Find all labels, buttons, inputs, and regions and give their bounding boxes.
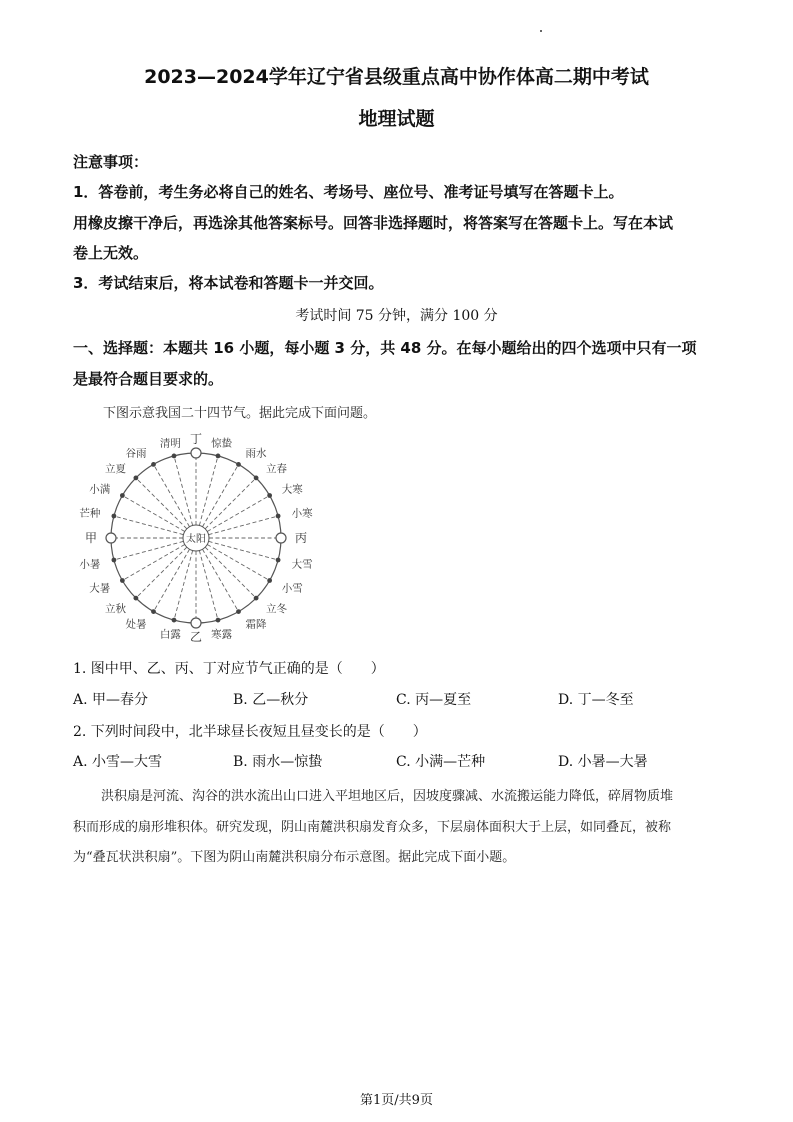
term-label-6: 乙 — [189, 630, 203, 644]
term-node-20 — [236, 462, 241, 467]
spoke-10 — [122, 545, 184, 581]
exam-title: 2023—2024学年辽宁省县级重点高中协作体高二期中考试 — [144, 66, 649, 88]
term-label-18: 丁 — [189, 432, 203, 446]
term-node-1 — [276, 558, 281, 563]
term-node-7 — [172, 618, 177, 623]
term-label-4: 霜降 — [245, 618, 267, 631]
exam-time: 考试时间 75 分钟，满分 100 分 — [295, 308, 498, 324]
spoke-22 — [207, 496, 269, 532]
term-node-17 — [172, 453, 177, 458]
term-node-8 — [151, 609, 156, 614]
notes-item-1: 1．答卷前，考生务必将自己的姓名、考场号、座位号、准考证号填写在答题卡上。 — [73, 183, 624, 201]
passage-line3: 为“叠瓦状洪积扇”。下图为阴山南麓洪积扇分布示意图。据此完成下面小题。 — [73, 850, 516, 865]
spoke-19 — [199, 456, 218, 526]
term-label-7: 白露 — [159, 628, 181, 641]
spoke-17 — [174, 456, 193, 526]
q2-option-c[interactable]: C. 小满—芒种 — [396, 754, 486, 770]
q1-option-d[interactable]: D. 丁—冬至 — [558, 692, 634, 708]
term-label-14: 小满 — [89, 483, 111, 496]
term-label-16: 谷雨 — [125, 447, 147, 460]
term-label-17: 清明 — [159, 437, 181, 450]
term-label-21: 立春 — [266, 462, 288, 475]
term-node-5 — [216, 618, 221, 623]
term-label-13: 芒种 — [79, 507, 101, 520]
term-node-19 — [216, 453, 221, 458]
sun-label: 太阳 — [186, 534, 206, 545]
term-label-2: 小雪 — [281, 582, 303, 595]
q1-option-c[interactable]: C. 丙—夏至 — [396, 692, 472, 708]
term-node-3 — [254, 596, 259, 601]
q1-option-b[interactable]: B. 乙—秋分 — [233, 692, 309, 708]
term-label-12: 甲 — [84, 531, 97, 545]
q1-option-a[interactable]: A. 甲—春分 — [73, 692, 149, 708]
scan-speck — [540, 30, 542, 32]
spoke-15 — [136, 478, 187, 529]
spoke-5 — [199, 551, 218, 621]
term-label-8: 处暑 — [125, 618, 147, 631]
notes-item-3: 3．考试结束后，将本试卷和答题卡一并交回。 — [73, 274, 384, 292]
term-label-3: 立冬 — [266, 603, 288, 616]
term-label-15: 立夏 — [104, 462, 126, 475]
term-node-0 — [276, 533, 286, 543]
term-label-23: 小寒 — [291, 507, 313, 520]
spoke-7 — [174, 551, 193, 621]
spoke-8 — [154, 549, 190, 611]
term-node-10 — [120, 578, 125, 583]
notes-item-2-line1: 用橡皮擦干净后，再选涂其他答案标号。回答非选择题时，将答案写在答题卡上。写在本试 — [73, 214, 674, 232]
term-node-16 — [151, 462, 156, 467]
term-label-1: 大雪 — [291, 558, 313, 571]
notes-item-2-line2: 卷上无效。 — [73, 244, 149, 262]
q2-stem: 2. 下列时间段中，北半球昼长夜短且昼变长的是（ ） — [73, 724, 427, 740]
question-intro: 下图示意我国二十四节气。据此完成下面问题。 — [103, 406, 377, 421]
spoke-3 — [205, 547, 256, 598]
term-node-6 — [191, 618, 201, 628]
term-node-4 — [236, 609, 241, 614]
term-node-9 — [133, 596, 138, 601]
page-footer: 第1页/共9页 — [360, 1093, 433, 1108]
passage-line2: 积而形成的扇形堆积体。研究发现，阴山南麓洪积扇发育众多，下层扇体面积大于上层，如同叠瓦，被称 — [73, 820, 672, 835]
solar-terms-diagram — [70, 425, 313, 647]
spoke-1 — [209, 541, 279, 560]
spoke-2 — [207, 545, 269, 581]
spoke-14 — [122, 496, 184, 532]
spoke-21 — [205, 478, 256, 529]
spoke-13 — [114, 516, 184, 535]
q1-stem: 1. 图中甲、乙、丙、丁对应节气正确的是（ ） — [73, 661, 385, 677]
term-label-10: 大暑 — [89, 582, 111, 595]
notes-heading: 注意事项： — [73, 153, 149, 171]
passage-line1: 洪积扇是河流、沟谷的洪水流出山口进入平坦地区后，因坡度骤减、水流搬运能力降低，碎屑物质堆 — [101, 789, 674, 804]
section-1-heading-line1: 一、选择题：本题共 16 小题，每小题 3 分，共 48 分。在每小题给出的四个选项中只有一项 — [73, 339, 697, 357]
exam-subtitle: 地理试题 — [358, 108, 435, 130]
spoke-16 — [154, 464, 190, 526]
term-node-12 — [106, 533, 116, 543]
spoke-23 — [209, 516, 279, 535]
spoke-20 — [203, 464, 239, 526]
q2-option-d[interactable]: D. 小暑—大暑 — [558, 754, 648, 770]
term-node-23 — [276, 514, 281, 519]
term-label-22: 大寒 — [281, 483, 303, 496]
term-node-15 — [133, 475, 138, 480]
term-label-5: 寒露 — [211, 628, 233, 641]
term-label-9: 立秋 — [104, 603, 126, 616]
term-node-22 — [267, 493, 272, 498]
section-1-heading-line2: 是最符合题目要求的。 — [73, 370, 224, 388]
term-node-13 — [111, 514, 116, 519]
spoke-11 — [114, 541, 184, 560]
term-label-19: 惊蛰 — [211, 437, 233, 450]
term-label-0: 丙 — [295, 531, 308, 545]
term-node-14 — [120, 493, 125, 498]
term-node-11 — [111, 558, 116, 563]
term-node-21 — [254, 475, 259, 480]
spoke-4 — [203, 549, 239, 611]
term-node-18 — [191, 448, 201, 458]
term-label-20: 雨水 — [245, 447, 267, 460]
q2-option-b[interactable]: B. 雨水—惊蛰 — [233, 754, 323, 770]
q2-option-a[interactable]: A. 小雪—大雪 — [73, 754, 163, 770]
term-node-2 — [267, 578, 272, 583]
spoke-9 — [136, 547, 187, 598]
term-label-11: 小暑 — [79, 558, 101, 571]
